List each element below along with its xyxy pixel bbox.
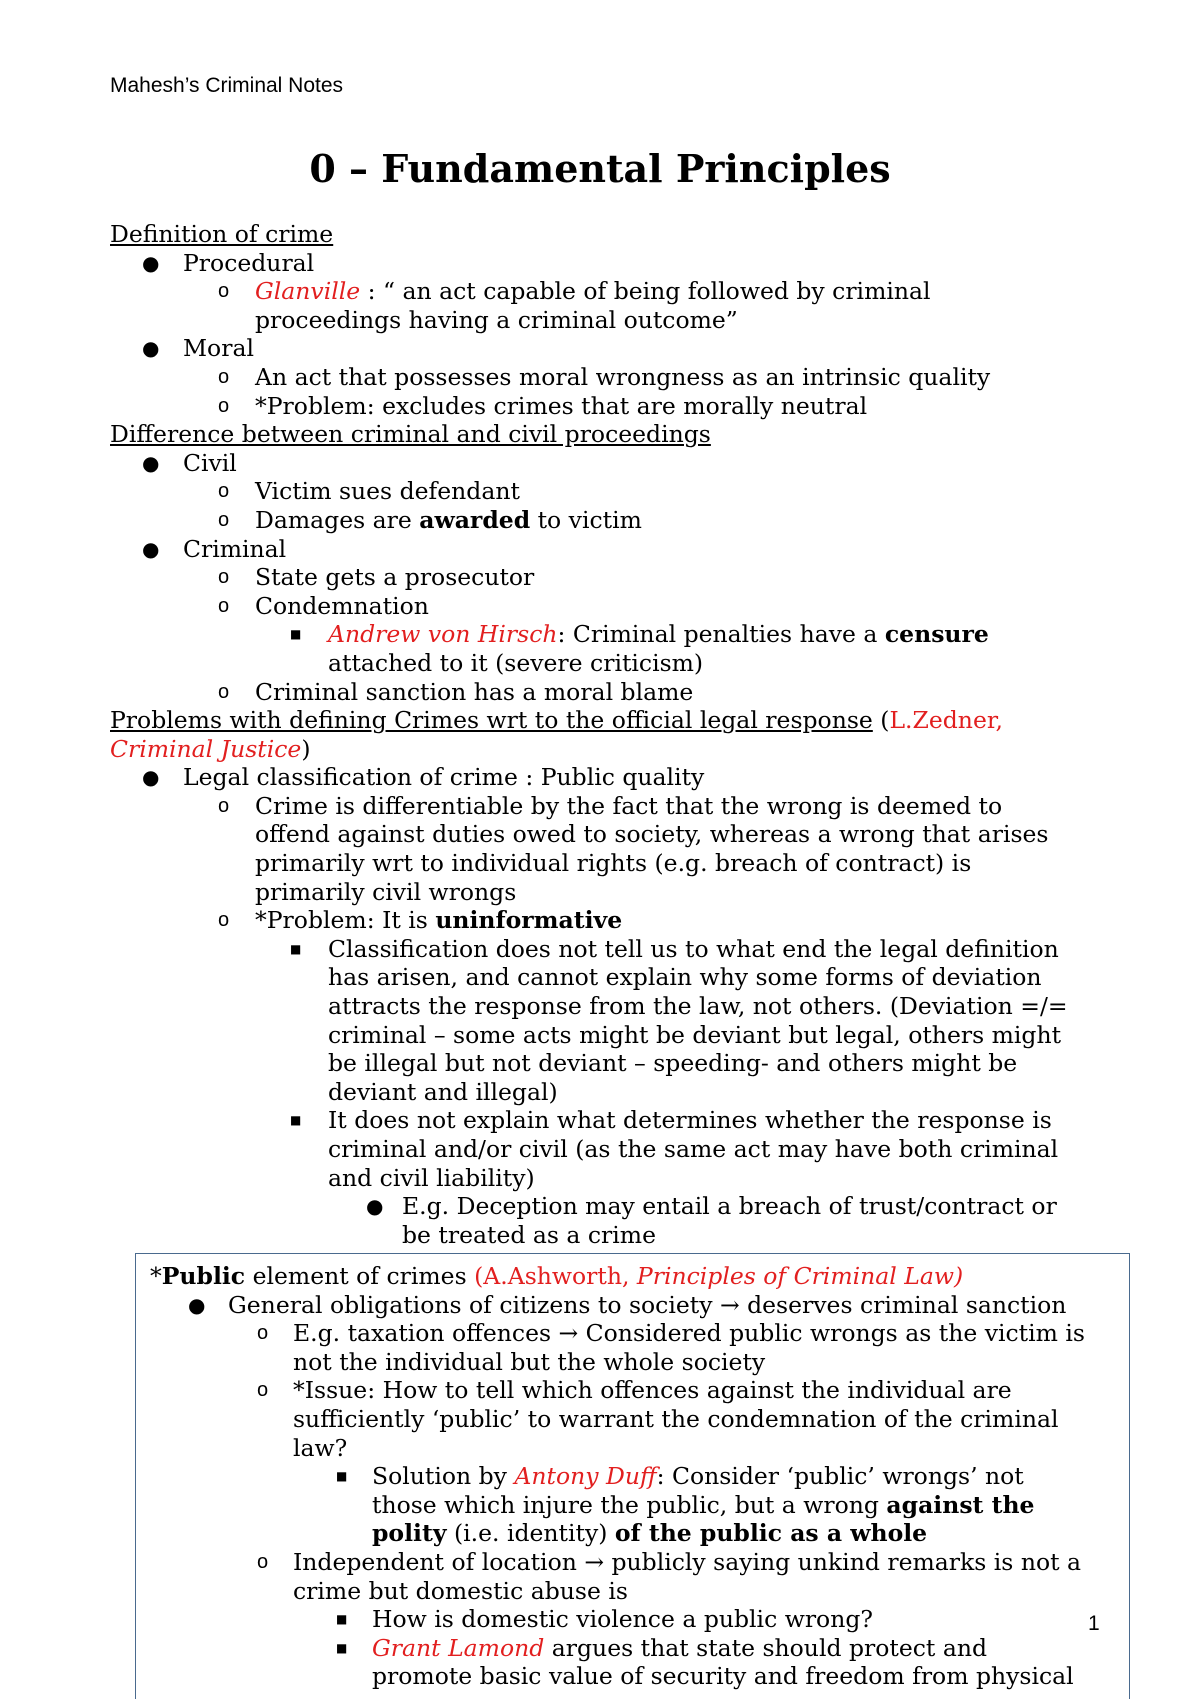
author-name: Glanville: [255, 277, 361, 306]
circle-bullet-icon: o: [218, 508, 230, 531]
author-name: Antony Duff: [514, 1462, 657, 1491]
circle-bullet-icon: o: [218, 480, 230, 503]
list-item-continuation: promote basic value of security and freedom from physical: [372, 1662, 1074, 1691]
list-item-lamond: ■ Grant Lamond argues that state should protect and: [336, 1633, 988, 1662]
list-item-civil: ● Civil: [142, 448, 237, 477]
list-item-continuation: polity (i.e. identity) of the public as a whole: [372, 1519, 928, 1548]
list-item-hirsch: ■ Andrew von Hirsch: Criminal penalties have a censure: [290, 620, 989, 649]
citation: L.Zedner,: [889, 706, 1003, 735]
list-item-continuation: those which injure the public, but a wrong against the: [372, 1490, 1035, 1519]
author-name: Grant Lamond: [372, 1633, 545, 1662]
list-item-domestic-violence: ■ How is domestic violence a public wrong?: [336, 1605, 873, 1634]
list-item-response: ■ It does not explain what determines whether the response is: [290, 1106, 1052, 1135]
list-item-taxation: o E.g. taxation offences → Considered public wrongs as the victim is: [257, 1319, 1085, 1348]
bullet-icon: ●: [366, 1194, 384, 1219]
list-item-duff-solution: ■ Solution by Antony Duff: Consider ‘public’ wrongs’ not: [336, 1462, 1024, 1491]
page-number: 1: [1088, 1612, 1100, 1635]
list-item-continuation: and civil liability): [328, 1163, 535, 1192]
circle-bullet-icon: o: [218, 680, 230, 703]
square-bullet-icon: ■: [290, 627, 302, 642]
list-item-continuation: be illegal but not deviant – speeding- and others might be: [328, 1049, 1018, 1078]
circle-bullet-icon: o: [218, 394, 230, 417]
list-item-condemnation: o Condemnation: [218, 591, 429, 620]
list-item-continuation: primarily civil wrongs: [255, 877, 517, 906]
list-item-continuation: primarily wrt to individual rights (e.g. breach of contract) is: [255, 849, 972, 878]
section-heading-citation: Criminal Justice): [110, 734, 311, 763]
list-item-classification: ■ Classification does not tell us to what end the legal definition: [290, 934, 1059, 963]
bullet-icon: ●: [142, 450, 160, 475]
list-item-continuation: proceedings having a criminal outcome”: [255, 305, 738, 334]
section-heading-definition: Definition of crime: [110, 220, 334, 248]
bullet-icon: ●: [188, 1292, 206, 1317]
list-item-continuation: criminal – some acts might be deviant but legal, others might: [328, 1020, 1062, 1049]
bullet-icon: ●: [142, 336, 160, 361]
list-item-continuation: has arisen, and cannot explain why some forms of deviation: [328, 963, 1042, 992]
list-item-issue: o *Issue: How to tell which offences against the individual are: [257, 1376, 1012, 1405]
list-item-prosecutor: o State gets a prosecutor: [218, 563, 535, 592]
circle-bullet-icon: o: [218, 365, 230, 388]
list-item-victim-sues: o Victim sues defendant: [218, 477, 520, 506]
circle-bullet-icon: o: [218, 794, 230, 817]
document-body: [110, 220, 1110, 1249]
box-title: *Public element of crimes (A.Ashworth, Principles of Criminal Law): [150, 1262, 964, 1290]
section-heading-problems: Problems with defining Crimes wrt to the official legal response (L.Zedner,: [110, 706, 1003, 735]
list-item-continuation: deviant and illegal): [328, 1077, 558, 1106]
section-heading-difference: Difference between criminal and civil proceedings: [110, 420, 711, 449]
page-title: 0 – Fundamental Principles: [309, 146, 891, 191]
citation-title: Principles of Criminal Law): [636, 1262, 964, 1290]
circle-bullet-icon: o: [218, 280, 230, 303]
list-item-moral-blame: o Criminal sanction has a moral blame: [218, 677, 694, 706]
circle-bullet-icon: o: [218, 594, 230, 617]
square-bullet-icon: ■: [336, 1469, 348, 1484]
list-item-deception-example: ● E.g. Deception may entail a breach of trust/contract or: [366, 1192, 1057, 1221]
circle-bullet-icon: o: [257, 1550, 269, 1573]
list-item-criminal: ● Criminal: [142, 534, 287, 563]
list-item-continuation: attracts the response from the law, not others. (Deviation =/=: [328, 992, 1068, 1021]
list-item-continuation: criminal and/or civil (as the same act may have both criminal: [328, 1135, 1059, 1163]
page-header: Mahesh’s Criminal Notes: [110, 74, 344, 97]
list-item-continuation: not the individual but the whole society: [293, 1347, 766, 1376]
list-item-moral-problem: o *Problem: excludes crimes that are morally neutral: [218, 391, 868, 420]
author-name: Andrew von Hirsch: [328, 620, 558, 649]
list-item-differentiable: o Crime is differentiable by the fact that the wrong is deemed to: [218, 791, 1003, 820]
list-item-continuation: be treated as a crime: [402, 1220, 657, 1249]
list-item-moral: ● Moral: [142, 334, 254, 363]
list-item-moral-wrongness: o An act that possesses moral wrongness as an intrinsic quality: [218, 362, 991, 391]
list-item-general-obligations: ● General obligations of citizens to society → deserves criminal sanction: [188, 1290, 1067, 1319]
circle-bullet-icon: o: [257, 1379, 269, 1402]
square-bullet-icon: ■: [336, 1640, 348, 1655]
bullet-icon: ●: [142, 250, 160, 275]
list-item-procedural: ● Procedural: [142, 248, 315, 277]
circle-bullet-icon: o: [257, 1322, 269, 1345]
circle-bullet-icon: o: [218, 566, 230, 589]
bullet-icon: ●: [142, 765, 160, 790]
citation: (A.Ashworth,: [474, 1262, 637, 1290]
list-item-continuation: law?: [293, 1433, 348, 1462]
circle-bullet-icon: o: [218, 909, 230, 932]
list-item-glanville: o Glanville : “ an act capable of being followed by criminal: [218, 277, 931, 306]
list-item-legal-classification: ● Legal classification of crime : Public quality: [142, 763, 705, 792]
list-item-independent-location: o Independent of location → publicly saying unkind remarks is not a: [257, 1547, 1082, 1576]
bullet-icon: ●: [142, 536, 160, 561]
list-item-uninformative: o *Problem: It is uninformative: [218, 906, 623, 935]
square-bullet-icon: ■: [290, 941, 302, 956]
citation-title: Criminal Justice: [110, 734, 302, 763]
list-item-damages: o Damages are awarded to victim: [218, 505, 642, 534]
list-item-continuation: attached to it (severe criticism): [328, 648, 704, 677]
list-item-continuation: sufficiently ‘public’ to warrant the condemnation of the criminal: [293, 1404, 1059, 1433]
public-element-box: [135, 1253, 1130, 1699]
list-item-continuation: crime but domestic abuse is: [293, 1576, 628, 1605]
square-bullet-icon: ■: [290, 1113, 302, 1128]
list-item-continuation: offend against duties owed to society, whereas a wrong that arises: [255, 820, 1049, 849]
square-bullet-icon: ■: [336, 1612, 348, 1627]
